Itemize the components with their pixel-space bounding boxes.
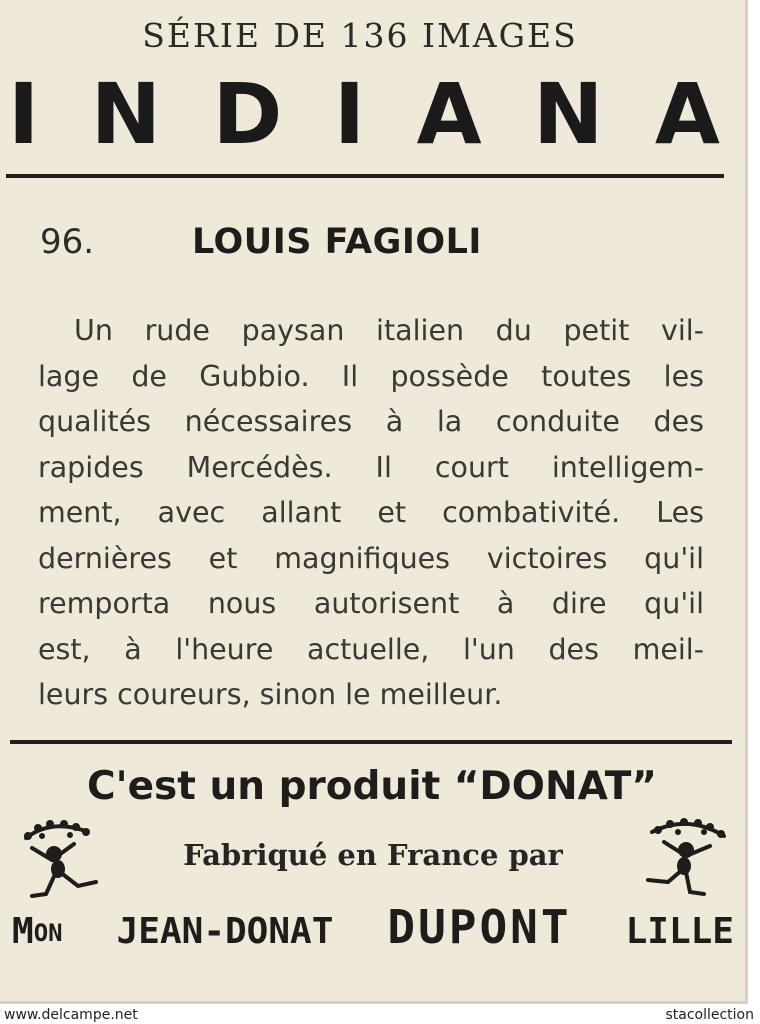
bio-line: Un rude paysan italien du petit vil- — [74, 314, 704, 347]
juggling-mascot-icon — [628, 812, 738, 898]
maison-abbrev: $M^{ON}$ — [12, 911, 63, 952]
card-number: 96. — [40, 222, 95, 262]
bio-line: qualités nécessaires à la conduite des — [38, 405, 704, 438]
top-divider — [6, 174, 724, 178]
product-slogan: C'est un produit “DONAT” — [87, 764, 657, 809]
title-letter: I — [333, 65, 366, 163]
card-title — [8, 66, 720, 162]
bio-line: remporta nous autorisent à dire qu'il — [38, 587, 704, 620]
bio-line: ment, avec allant et combativité. Les — [38, 496, 704, 529]
series-heading: SÉRIE DE 136 IMAGES — [142, 16, 578, 55]
title-letter: N — [90, 65, 162, 163]
manufacturer-line — [12, 900, 734, 954]
juggling-mascot-icon — [12, 814, 122, 900]
bio-line: est, à l'heure actuelle, l'un des meil- — [38, 632, 704, 666]
title-letter: A — [654, 65, 720, 163]
maker-first-name: JEAN-DONAT — [116, 911, 334, 952]
title-letter: D — [212, 65, 283, 163]
bottom-divider — [10, 740, 732, 744]
bio-line: leurs coureurs, sinon le meilleur. — [38, 678, 503, 711]
driver-name: LOUIS FAGIOLI — [192, 222, 482, 262]
seller-watermark: stacollection — [665, 1007, 754, 1023]
biography-text — [38, 308, 704, 718]
maker-city: LILLE — [625, 911, 734, 952]
bio-line: rapides Mercédès. Il court intelligem- — [38, 450, 704, 484]
title-letter: A — [416, 65, 482, 163]
bio-line: dernières et magnifiques victoires qu'il — [38, 541, 704, 575]
maker-surname: DUPONT — [387, 900, 572, 954]
title-letter: I — [8, 65, 40, 163]
title-letter: N — [533, 65, 604, 163]
made-in-france-text: Fabriqué en France par — [183, 838, 563, 872]
source-watermark: www.delcampe.net — [4, 1007, 138, 1023]
bio-line: lage de Gubbio. Il possède toutes les — [38, 359, 704, 393]
